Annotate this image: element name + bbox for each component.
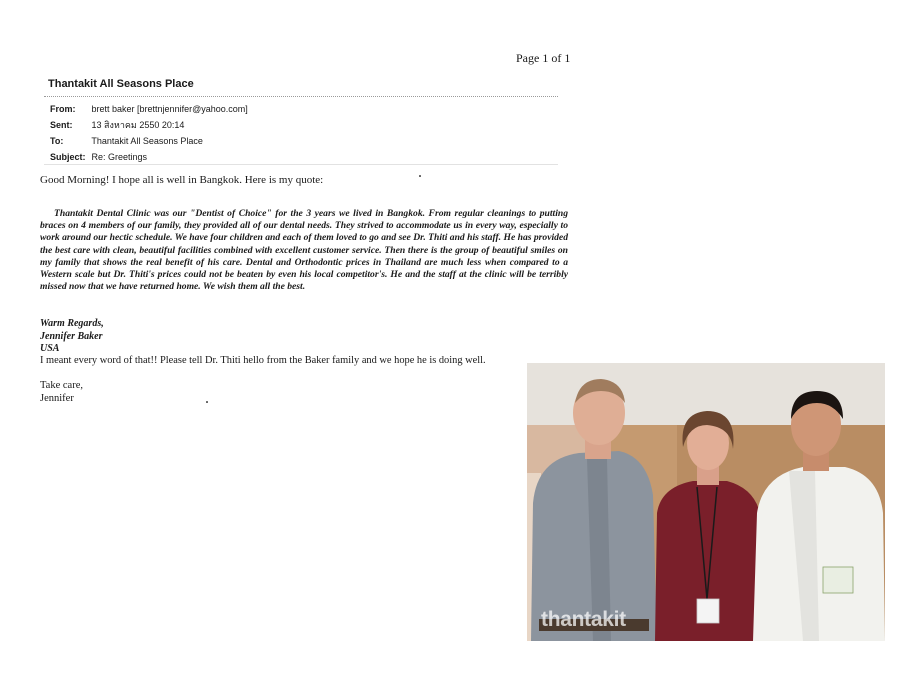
scan-speck (419, 175, 421, 177)
closing-block (40, 380, 83, 405)
dentist-logo-patch (823, 567, 853, 593)
scan-speck (206, 401, 208, 403)
header-value: Thantakit All Seasons Place (91, 136, 203, 146)
header-label: To: (50, 136, 64, 146)
signature-block (40, 318, 104, 356)
header-row-sent (50, 117, 248, 133)
photo-illustration (527, 363, 885, 641)
title-divider (44, 96, 558, 97)
dentist-white-coat (753, 467, 885, 641)
header-label: Sent: (50, 120, 73, 130)
testimonial-quote: Thantakit Dental Clinic was our "Dentist of Choice" for the 3 years we lived in Bangkok. From regular cleanings to putting braces on 4 members of our family, they provided all of our dental needs. They strived to accommodate us in every way, especially to work around our hectic schedule. We have four children and each of them loved to go and see Dr. Thiti and his staff. He has provided the best care with clean, beautiful facilities combined with excellent customer service. Then there is the group of beautiful smiles on my family that shows the real benefit of his care. Dental and Orthodontic prices in Thailand are much less when compared to a Western scale but Dr. Thiti's prices could not be beaten by even his local competitor's. He and the staff at the clinic will be terribly missed now that we have returned home. We wish them all the best. (40, 208, 568, 293)
header-label: Subject: (50, 152, 86, 162)
email-headers (50, 101, 248, 165)
signature-line: USA (40, 343, 60, 354)
signature-line: Warm Regards, (40, 318, 104, 329)
postscript-line: I meant every word of that!! Please tell Dr. Thiti hello from the Baker family and we hope he is doing well. (40, 355, 486, 366)
header-label: From: (50, 104, 76, 114)
clinic-photo (527, 363, 885, 641)
header-divider (44, 164, 558, 165)
closing-line: Take care, (40, 380, 83, 391)
header-row-from (50, 101, 248, 117)
closing-line: Jennifer (40, 392, 74, 404)
signature-line: Jennifer Baker (40, 330, 103, 342)
header-row-subject (50, 149, 248, 165)
header-value: Re: Greetings (91, 152, 148, 162)
woman-id-badge (697, 599, 719, 623)
page-number: Page 1 of 1 (516, 51, 571, 65)
header-value: 13 สิงหาคม 2550 20:14 (91, 120, 185, 130)
greeting-line: Good Morning! I hope all is well in Bangkok. Here is my quote: (40, 174, 324, 186)
header-row-to (50, 133, 248, 149)
header-value: brett baker [brettnjennifer@yahoo.com] (91, 104, 248, 114)
photo-watermark: thantakit (541, 608, 626, 631)
email-title: Thantakit All Seasons Place (48, 78, 194, 90)
